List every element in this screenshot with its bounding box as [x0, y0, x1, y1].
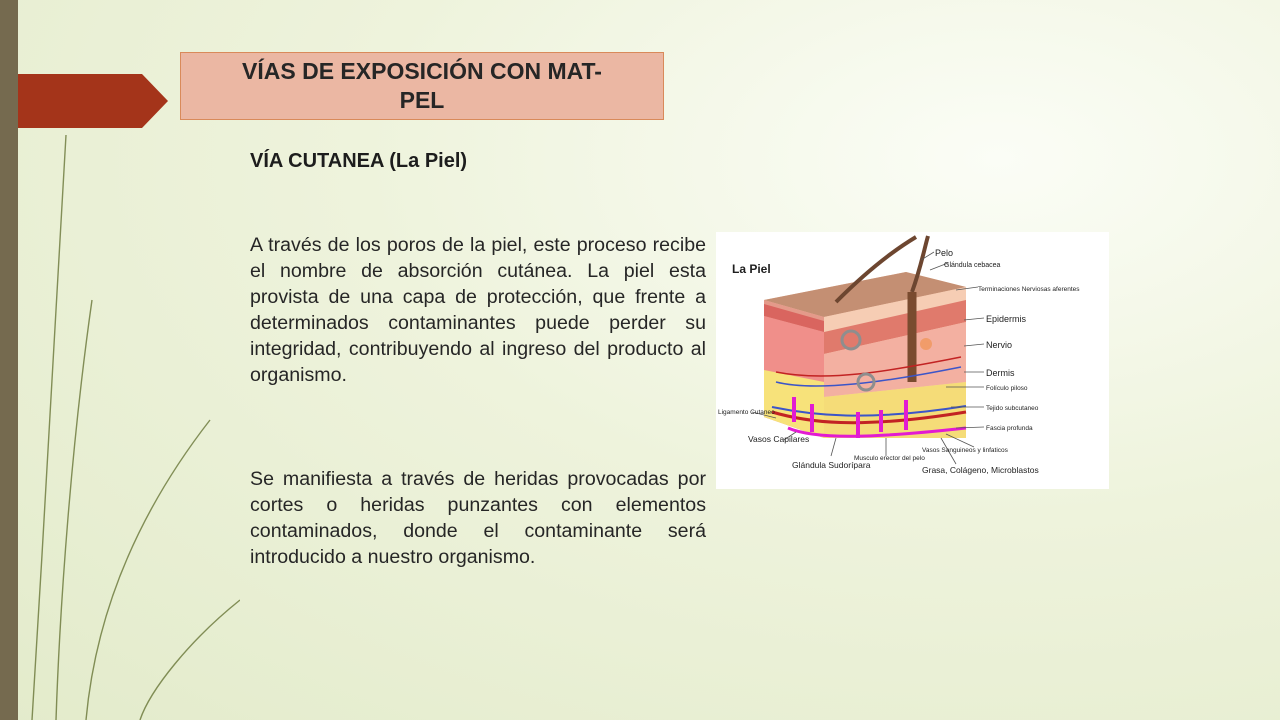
page-title: VÍAS DE EXPOSICIÓN CON MAT-PEL	[242, 58, 602, 113]
label-dermis: Dermis	[986, 368, 1015, 378]
label-musculo: Musculo erector del pelo	[854, 455, 925, 462]
skin-diagram	[716, 232, 1109, 489]
paragraph-absorption: A través de los poros de la piel, este proceso recibe el nombre de absorción cutánea. La piel esta provista de una capa de protección, que frente a determinados contaminantes puede perder su integridad, contribuyendo al ingreso del producto al organismo.	[250, 234, 706, 386]
label-nervio: Nervio	[986, 340, 1013, 350]
diagram-title: La Piel	[732, 262, 771, 276]
label-vasos-sanguineos: Vasos Sanguineos y linfaticos	[922, 447, 1008, 454]
label-glandula-sudoripara: Glándula Sudorípara	[792, 460, 871, 470]
label-tejido: Tejido subcutaneo	[986, 405, 1039, 412]
title-arrow-shape	[18, 74, 168, 128]
label-terminaciones: Terminaciones Nerviosas aferentes	[978, 286, 1080, 293]
paragraph-wounds: Se manifiesta a través de heridas provocadas por cortes o heridas punzantes con elementos contaminados, donde el contaminante será introducido a nuestro organismo.	[250, 468, 706, 568]
label-vasos-capilares: Vasos Capilares	[748, 434, 810, 444]
label-pelo: Pelo	[935, 248, 954, 258]
label-foliculo: Folículo piloso	[986, 385, 1028, 392]
label-ligamento: Ligamento Cutaneo	[718, 409, 775, 416]
title-box	[180, 52, 664, 120]
label-glandula-cebacea: Glándula cebacea	[944, 262, 1001, 269]
label-grasa: Grasa, Colágeno, Microblastos	[922, 465, 1039, 475]
section-subtitle: VÍA CUTANEA (La Piel)	[250, 150, 468, 172]
skin-block-illustration	[764, 236, 966, 438]
label-epidermis: Epidermis	[986, 314, 1027, 324]
label-fascia: Fascia profunda	[986, 425, 1033, 432]
